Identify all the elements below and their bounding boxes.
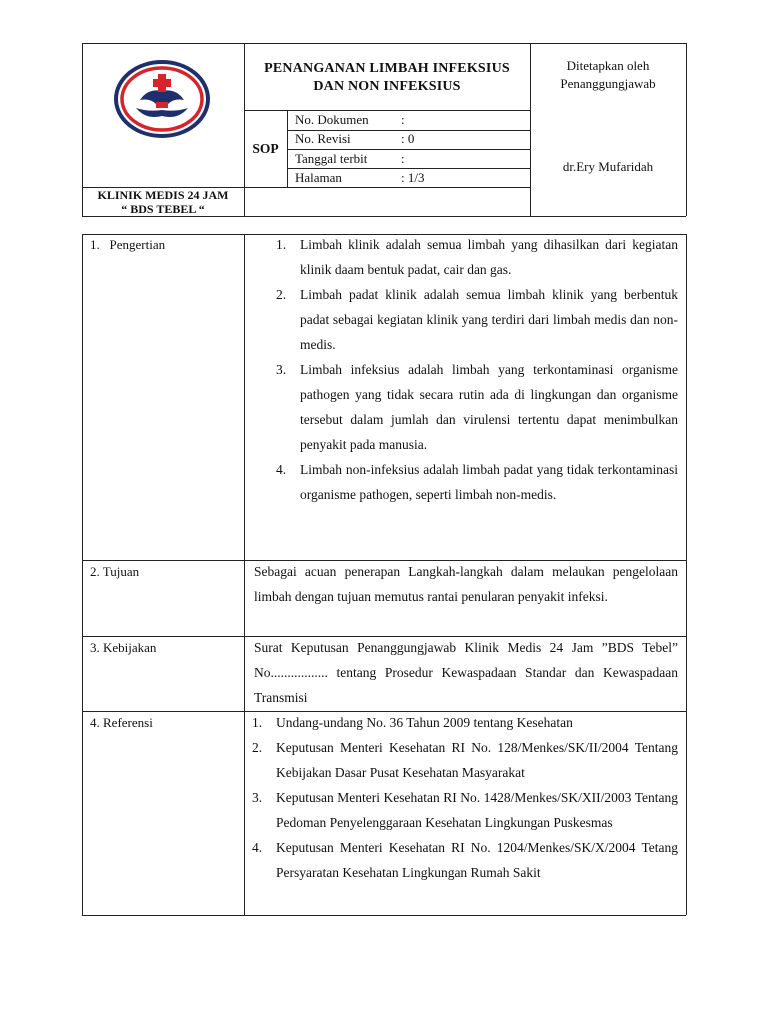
list-text: Limbah non-infeksius adalah limbah padat yang tidak terkontaminasi organisme pathogen, seperti limbah non-medis. bbox=[300, 462, 678, 502]
tujuan-text: Sebagai acuan penerapan Langkah-langkah dalam melaukan pengelolaan limbah dengan tujuan memutus rantai penularan penyakit infeksi. bbox=[254, 564, 678, 604]
doc-info-label: No. Revisi bbox=[295, 131, 351, 146]
approval-block bbox=[530, 57, 686, 93]
doc-info-value: : bbox=[401, 112, 405, 127]
row-label-tujuan: 2. Tujuan bbox=[90, 564, 140, 579]
document-title-line: PENANGANAN LIMBAH INFEKSIUS bbox=[264, 61, 510, 76]
sop-label: SOP bbox=[252, 141, 279, 156]
list-item bbox=[252, 835, 678, 885]
kebijakan-text: Surat Keputusan Penanggungjawab Klinik Medis 24 Jam ”BDS Tebel” No................. tentang Prosedur Kewaspadaan Standar dan Kewaspadaan Transmisi bbox=[254, 640, 678, 705]
clinic-name bbox=[82, 188, 244, 216]
list-item bbox=[252, 785, 678, 835]
document-title bbox=[244, 60, 530, 96]
list-text: Keputusan Menteri Kesehatan RI No. 128/Menkes/SK/II/2004 Tentang Kebijakan Dasar Pusat Kesehatan Masyarakat bbox=[276, 740, 678, 780]
list-number: 1. bbox=[252, 715, 263, 730]
list-item bbox=[276, 282, 678, 357]
list-text: Limbah padat klinik adalah semua limbah klinik yang berbentuk padat sebagai kegiatan klinik yang terdiri dari limbah medis dan non-medis. bbox=[300, 287, 678, 352]
list-item bbox=[252, 735, 678, 785]
list-number: 4. bbox=[252, 840, 263, 855]
doc-info-value: : 1/3 bbox=[401, 170, 425, 185]
list-item bbox=[276, 457, 678, 507]
doc-info-label: Halaman bbox=[295, 170, 342, 185]
row-label-kebijakan: 3. Kebijakan bbox=[90, 640, 157, 655]
approval-line: Ditetapkan oleh bbox=[566, 58, 650, 73]
referensi-list bbox=[252, 710, 678, 885]
document-title-line: DAN NON INFEKSIUS bbox=[313, 79, 461, 94]
list-text: Keputusan Menteri Kesehatan RI No. 1204/Menkes/SK/X/2004 Tetang Persyaratan Kesehatan Lingkungan Rumah Sakit bbox=[276, 840, 678, 880]
clinic-logo-icon bbox=[112, 58, 212, 140]
clinic-name-line: KLINIK MEDIS 24 JAM bbox=[97, 188, 229, 202]
doc-info-label: Tanggal terbit bbox=[295, 151, 368, 166]
doc-info-value: : bbox=[401, 151, 405, 166]
list-text: Limbah klinik adalah semua limbah yang dihasilkan dari kegiatan klinik daam bentuk padat, cair dan gas. bbox=[300, 237, 678, 277]
list-number: 3. bbox=[276, 362, 287, 377]
list-number: 2. bbox=[252, 740, 263, 755]
list-item bbox=[252, 710, 678, 735]
row-label-referensi: 4. Referensi bbox=[90, 715, 153, 730]
list-text: Undang-undang No. 36 Tahun 2009 tentang Kesehatan bbox=[276, 715, 573, 730]
pengertian-list bbox=[276, 232, 678, 507]
list-item bbox=[276, 357, 678, 457]
row-label-pengertian: 1. Pengertian bbox=[90, 237, 166, 252]
clinic-name-line: “ BDS TEBEL “ bbox=[121, 202, 205, 216]
list-text: Limbah infeksius adalah limbah yang terkontaminasi organisme pathogen yang tidak secara rutin ada di lingkungan dan organisme tersebut dalam jumlah dan virulensi tertentu dapat menimbulkan penyakit pada manusia. bbox=[300, 362, 678, 452]
list-item bbox=[276, 232, 678, 282]
doc-info-value: : 0 bbox=[401, 131, 415, 146]
list-number: 2. bbox=[276, 287, 287, 302]
list-number: 1. bbox=[276, 237, 287, 252]
list-number: 3. bbox=[252, 790, 263, 805]
list-text: Keputusan Menteri Kesehatan RI No. 1428/Menkes/SK/XII/2003 Tentang Pedoman Penyelenggaraan Kesehatan Lingkungan Puskesmas bbox=[276, 790, 678, 830]
doc-info-label: No. Dokumen bbox=[295, 112, 369, 127]
approval-line: Penanggungjawab bbox=[560, 76, 656, 91]
list-number: 4. bbox=[276, 462, 287, 477]
signer-name: dr.Ery Mufaridah bbox=[562, 159, 654, 174]
